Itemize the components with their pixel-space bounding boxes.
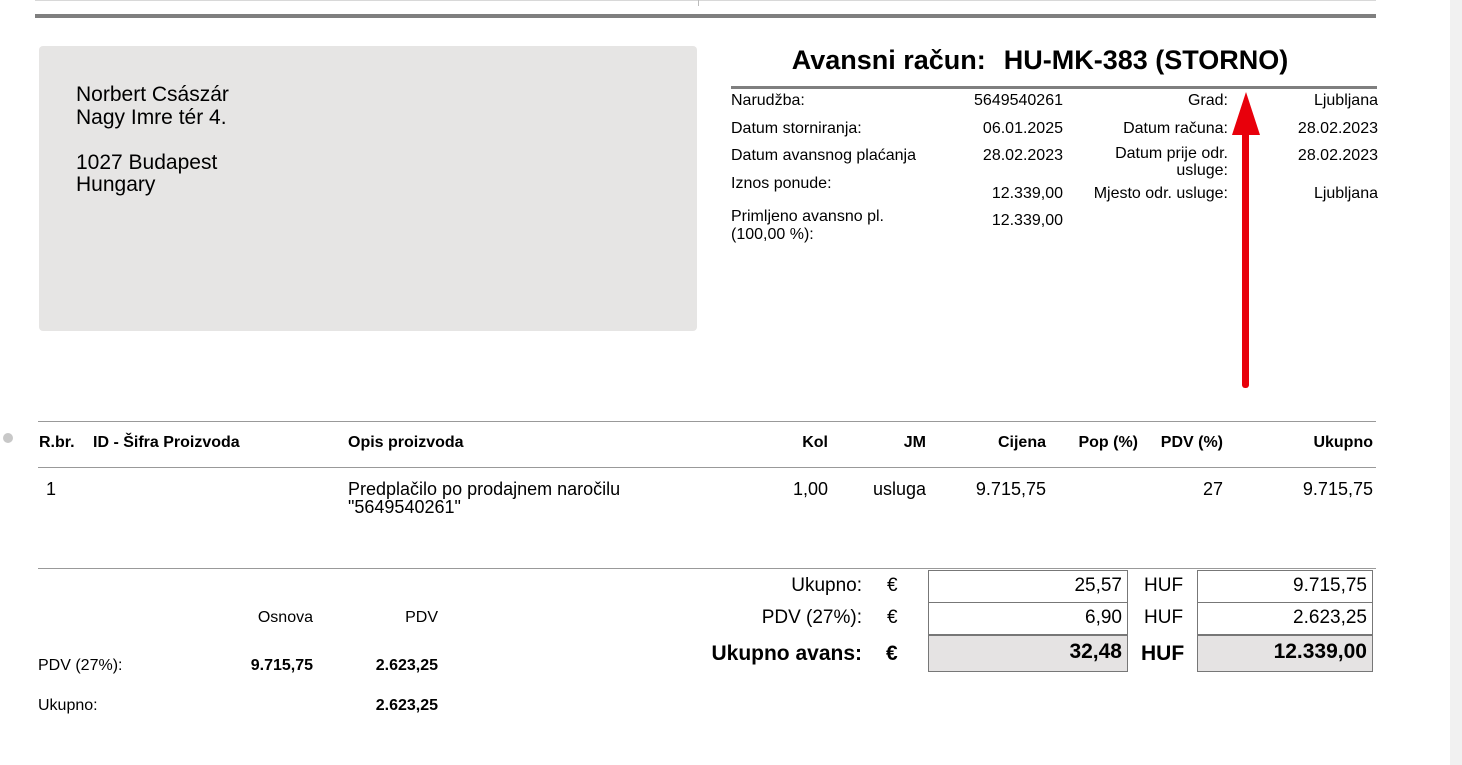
received-label-line2: (100,00 %): <box>731 226 814 243</box>
recipient-country: Hungary <box>76 173 156 196</box>
bullet-dot <box>3 433 13 443</box>
vat-summary-total-vat: 2.623,25 <box>375 697 438 714</box>
invoice-date-value: 28.02.2023 <box>1297 120 1378 137</box>
invoice-number: HU-MK-383 (STORNO) <box>1003 45 1289 75</box>
arrow-head <box>1232 92 1260 135</box>
grand-eur-symbol: € <box>886 642 898 665</box>
row-rbr: 1 <box>46 479 57 499</box>
top-rule <box>35 14 1376 18</box>
offer-amount-label: Iznos ponude: <box>731 175 832 192</box>
header-qty: Kol <box>802 434 828 451</box>
row-total: 9.715,75 <box>1302 479 1373 499</box>
grand-total-label: Ukupno avans: <box>711 642 862 665</box>
vat-summary-vat-header: PDV <box>405 609 438 626</box>
title-label: Avansni račun: <box>791 45 986 75</box>
received-label-line1: Primljeno avansno pl. <box>731 208 884 225</box>
recipient-name: Norbert Császár <box>76 83 229 106</box>
vat-summary-row-vat: 2.623,25 <box>375 657 438 674</box>
annotation-arrow-shaft <box>1242 130 1249 388</box>
table-top-rule <box>38 421 1376 422</box>
service-place-value: Ljubljana <box>1313 185 1378 202</box>
service-place-label: Mjesto odr. usluge: <box>1093 185 1228 202</box>
order-label: Narudžba: <box>731 92 805 109</box>
row-qty: 1,00 <box>792 479 828 499</box>
header-price: Cijena <box>997 434 1046 451</box>
city-value: Ljubljana <box>1313 92 1378 109</box>
recipient-street: Nagy Imre tér 4. <box>76 106 227 129</box>
service-date-label-line1: Datum prije odr. <box>1115 145 1228 162</box>
table-header-rule <box>38 467 1376 468</box>
scrollbar-gutter[interactable] <box>1450 0 1462 765</box>
subtotal-eur: 25,57 <box>928 570 1128 603</box>
row-vat: 27 <box>1202 479 1223 499</box>
header-description: Opis proizvoda <box>348 434 464 451</box>
vat-huf-label: HUF <box>1144 607 1184 628</box>
vat-total-label: PDV (27%): <box>761 607 862 628</box>
advance-date-label: Datum avansnog plaćanja <box>731 147 917 164</box>
vat-summary-total-label: Ukupno: <box>38 697 98 714</box>
vat-summary-row-base: 9.715,75 <box>250 657 313 674</box>
received-value: 12.339,00 <box>991 212 1063 229</box>
vat-summary-base-header: Osnova <box>257 609 313 626</box>
storno-date-label: Datum storniranja: <box>731 120 862 137</box>
row-price: 9.715,75 <box>975 479 1046 499</box>
header-discount: Pop (%) <box>1078 434 1138 451</box>
vat-eur: 6,90 <box>928 602 1128 635</box>
header-product-id: ID - Šifra Proizvoda <box>93 434 240 451</box>
recipient-city: 1027 Budapest <box>76 151 218 174</box>
grand-total-huf: 12.339,00 <box>1197 635 1373 672</box>
grand-huf-label: HUF <box>1141 642 1185 665</box>
document-title <box>740 45 1340 76</box>
invoice-date-label: Datum računa: <box>1123 120 1228 137</box>
grand-total-eur: 32,48 <box>928 635 1128 672</box>
advance-date-value: 28.02.2023 <box>982 147 1063 164</box>
header-vat: PDV (%) <box>1160 434 1223 451</box>
subtotal-huf-label: HUF <box>1144 575 1184 596</box>
vat-huf: 2.623,25 <box>1197 602 1373 635</box>
top-border-faint <box>35 0 1376 1</box>
row-description-line1: Predplačilo po prodajnem naročilu <box>348 479 621 499</box>
arrow-up-icon <box>1231 92 1261 136</box>
header-unit: JM <box>903 434 926 451</box>
totals-rule <box>38 568 1376 569</box>
storno-date-value: 06.01.2025 <box>982 120 1063 137</box>
row-description-line2: "5649540261" <box>348 497 461 517</box>
city-label: Grad: <box>1187 92 1228 109</box>
vat-summary-row-label: PDV (27%): <box>38 657 123 674</box>
header-rbr: R.br. <box>39 434 75 451</box>
page-tick <box>698 0 699 6</box>
subtotal-label: Ukupno: <box>791 575 862 596</box>
service-date-value: 28.02.2023 <box>1297 147 1378 164</box>
title-rule <box>731 86 1377 89</box>
header-total: Ukupno <box>1313 434 1373 451</box>
vat-eur-symbol: € <box>887 607 898 628</box>
subtotal-eur-symbol: € <box>887 575 898 596</box>
row-unit: usluga <box>872 479 926 499</box>
service-date-label-line2: usluge: <box>1176 162 1228 179</box>
subtotal-huf: 9.715,75 <box>1197 570 1373 603</box>
order-value: 5649540261 <box>974 92 1063 109</box>
offer-amount-value: 12.339,00 <box>991 185 1063 202</box>
